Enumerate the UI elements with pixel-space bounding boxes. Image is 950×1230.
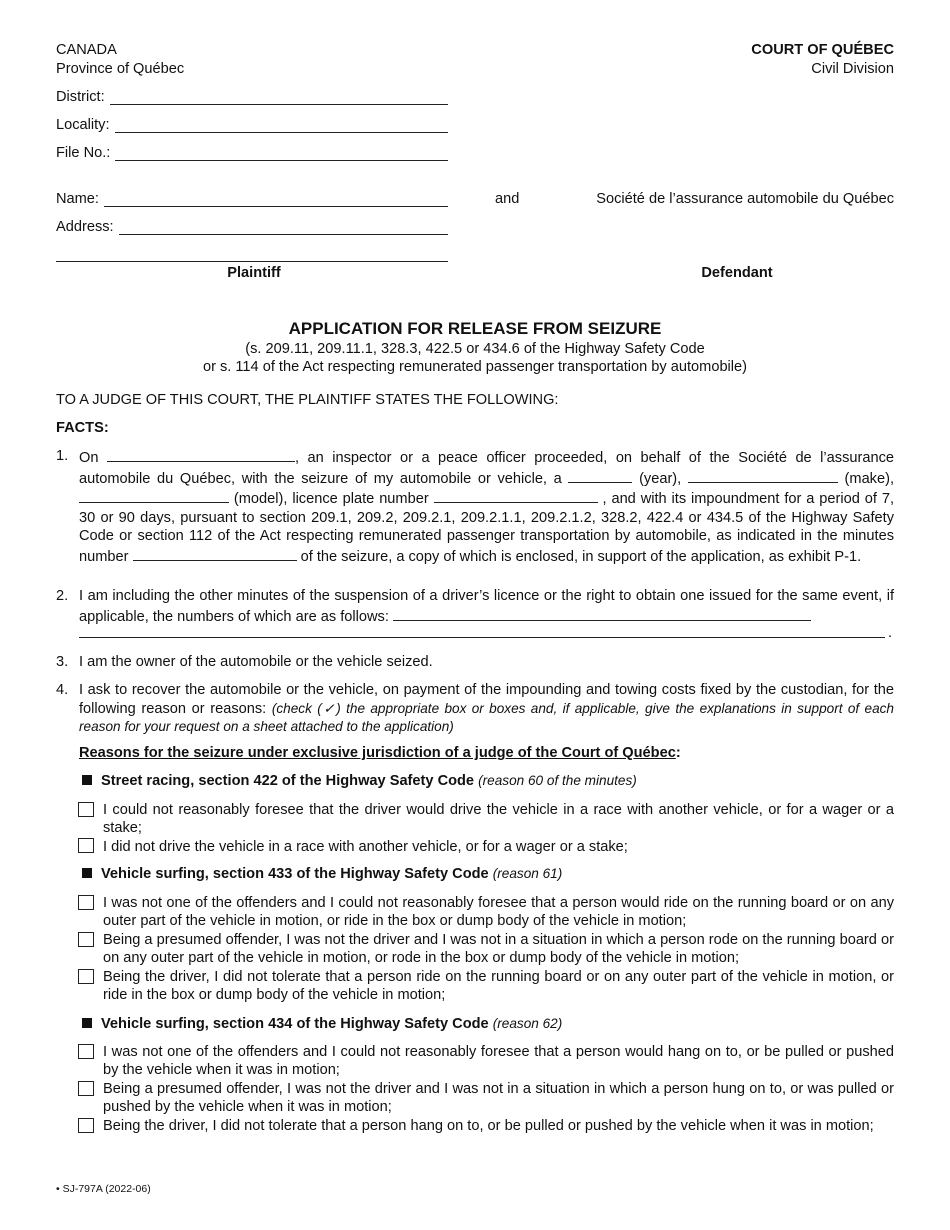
name-line[interactable] (104, 192, 448, 207)
option-text: I did not drive the vehicle in a race with another vehicle, or for a wager or a stake; (103, 839, 628, 855)
fact-item-1: 1. On , an inspector or a peace officer proceeded, on behalf of the Société de l’assurance automobile du Québec, with the seizure of my automobile or vehicle, a (year), (make), (model), licence plate number , and with its impoundment for a period of 7, 30 or 90 days, pursuant to section 209.1, 209.2, 209.2.1, 209.2.1.1, 209.2.1.2, 328.2, 422.4 or 434.5 of the Highway Safety Code or section 112 of the Act respecting remunerated passenger transportation by automobile, as indicated in the minutes number of the seizure, a copy of which is enclosed, in support of the application, as exhibit P-1. (56, 448, 895, 565)
make-blank[interactable] (688, 468, 838, 483)
facts-heading: FACTS: (56, 420, 109, 436)
file-number-line[interactable] (115, 146, 448, 161)
option-text: Being a presumed offender, I was not the driver and I was not in a situation in which a person hung on to, or was pulled or pushed by the vehicle when it was in motion; (103, 1081, 894, 1116)
option-text: Being the driver, I did not tolerate that a person hang on to, or be pulled or pushed by the vehicle when it was in motion; (103, 1118, 874, 1134)
fact-item-2: 2. I am including the other minutes of the suspension of a driver’s licence or the right to obtain one issued for the same event, if applicable, the numbers of which are as follows: (56, 588, 894, 625)
bullet-square-icon (82, 868, 92, 878)
fact-item-3: 3. I am the owner of the automobile or the vehicle seized. (56, 654, 433, 670)
model-blank[interactable] (79, 488, 229, 503)
checkbox-reason-60-a[interactable] (78, 802, 94, 817)
form-page: CANADA Province of Québec COURT OF QUÉBEC Civil Division District: Locality: File No.: Name: Address: and Société de l’assurance automobile du Québec Plaintiff Defendant APPLICATION FOR RELEASE FROM SEIZURE (s. 209.11, 209.11.1, 328.3, 422.5 or 434.6 of the Highway Safety Code or s. 114 of the Act respecting remunerated passenger transportation by automobile) TO A JUDGE OF THIS COURT, THE PLAINTIFF STATES THE FOLLOWING: FACTS: 1. On , an inspector or a peace officer proceeded, on behalf of the Société de l’assurance automobile du Québec, with the seizure of my automobile or vehicle, a (year), (make), (model), licence plate number , and with its impoundment for a period of 7, 30 or 90 days, pursuant to section 209.1, 209.2, 209.2.1, 209.2.1.1, 209.2.1.2, 328.2, 422.4 or 434.5 of the Highway Safety Code or section 112 of the Act respecting remunerated passenger transportation by automobile, as indicated in the minutes number of the seizure, a copy of which is enclosed, in support of the application, as exhibit P-1. 2. I am including the other minutes of the suspension of a driver’s licence or the right to obtain one issued for the same event, if applicable, the numbers of which are as follows: . 3. I am the owner of the automobile or the vehicle seized. 4. I ask to recover the automobile or the vehicle, on payment of the impounding and towing costs fixed by the custodian, for the following reason or reasons: (check (✓) the appropriate box or boxes and, if applicable, give the explanations in support of each reason for your request on a sheet attached to the application) Reasons for the seizure under exclusive jurisdiction of a judge of the Court of Québec: Street racing, section 422 of the Highway Safety Code (reason 60 of the minutes) I could not reasonably foresee that the driver would drive the vehicle in a race with another vehicle, or for a wager or a stake; I did not drive the vehicle in a race with another vehicle, or for a wager or a stake; Vehicle surfing, section 433 of the Highway Safety Code (reason 61) I was not one of the offenders and I could not reasonably foresee that a person would ride on the running board or on any outer part of the vehicle in motion, or ride in the box or dump body of the vehicle in motion; Being a presumed offender, I was not the driver and I was not in a situation in which a person rode on the running board or on any outer part of the vehicle in motion, or rode in the box or dump body of the vehicle in motion; Being the driver, I did not tolerate that a person ride on the running board or on any outer part of the vehicle in motion, or ride in the box or dump body of the vehicle in motion; Vehicle surfing, section 434 of the Highway Safety Code (reason 62) I was not one of the offenders and I could not reasonably foresee that a person would hang on to, or be pulled or pushed by the vehicle when it was in motion; Being a presumed offender, I was not the driver and I was not in a situation in which a person hung on to, or was pulled or pushed by the vehicle when it was in motion; Being the driver, I did not tolerate that a person hang on to, or be pulled or pushed by the vehicle when it was in motion; • SJ-797A (2022-06) (0, 0, 950, 1230)
section-street-racing: Street racing, section 422 of the Highway Safety Code (reason 60 of the minutes) (82, 773, 637, 789)
option-text: I was not one of the offenders and I could not reasonably foresee that a person would ride on the running board or on any outer part of the vehicle in motion, or ride in the box or dump body of the vehicle in motion; (103, 895, 894, 930)
form-code: • SJ-797A (2022-06) (56, 1183, 151, 1195)
bullet-square-icon (82, 775, 92, 785)
locality-label: Locality: (56, 117, 110, 133)
court-name: COURT OF QUÉBEC (751, 42, 894, 58)
option-text: Being a presumed offender, I was not the driver and I was not in a situation in which a person rode on the running board or on any outer part of the vehicle in motion, or rode in the box or dump body of the vehicle in motion; (103, 932, 894, 967)
country: CANADA (56, 42, 117, 58)
locality-line[interactable] (115, 118, 448, 133)
locality-field[interactable] (56, 117, 448, 133)
defendant-label: Defendant (701, 265, 773, 281)
checkbox-reason-60-b[interactable] (78, 838, 94, 853)
checkbox-reason-62-a[interactable] (78, 1044, 94, 1059)
file-number-label: File No.: (56, 145, 111, 161)
plaintiff-label: Plaintiff (227, 265, 281, 281)
address-label: Address: (56, 219, 114, 235)
other-minutes-blank[interactable] (393, 606, 811, 621)
option-text: I was not one of the offenders and I could not reasonably foresee that a person would hang on to, or be pulled or pushed by the vehicle when it was in motion; (103, 1044, 894, 1079)
item-number: 1. (56, 448, 69, 464)
checkbox-reason-61-c[interactable] (78, 969, 94, 984)
name-label: Name: (56, 191, 99, 207)
other-minutes-blank-2[interactable] (79, 637, 885, 638)
address-line[interactable] (119, 220, 448, 235)
fact-item-4: 4. I ask to recover the automobile or the vehicle, on payment of the impounding and towing costs fixed by the custodian, for the following reason or reasons: (check (✓) the appropriate box or boxes and, if applicable, give the explanations in support of each reason for your request on a sheet attached to the application) (56, 682, 894, 735)
checkbox-reason-61-b[interactable] (78, 932, 94, 947)
minutes-number-blank[interactable] (133, 546, 297, 561)
district-field[interactable] (56, 89, 448, 105)
checkbox-reason-62-b[interactable] (78, 1081, 94, 1096)
reasons-heading: Reasons for the seizure under exclusive jurisdiction of a judge of the Court of Québec: (79, 745, 681, 761)
option-text: Being the driver, I did not tolerate that a person ride on the running board or on any outer part of the vehicle in motion, or ride in the box or dump body of the vehicle in motion; (103, 969, 894, 1004)
date-blank[interactable] (107, 447, 295, 462)
defendant-name: Société de l’assurance automobile du Québec (596, 191, 894, 207)
province: Province of Québec (56, 61, 185, 77)
district-label: District: (56, 89, 105, 105)
file-number-field[interactable] (56, 145, 448, 161)
option-text: I could not reasonably foresee that the driver would drive the vehicle in a race with another vehicle, or for a wager or a stake; (103, 802, 894, 837)
and-text: and (495, 191, 520, 207)
document-subtitle-2: or s. 114 of the Act respecting remunerated passenger transportation by automobile) (202, 359, 748, 375)
section-vehicle-surfing-433: Vehicle surfing, section 433 of the Highway Safety Code (reason 61) (82, 866, 562, 882)
document-subtitle-1: (s. 209.11, 209.11.1, 328.3, 422.5 or 434.6 of the Highway Safety Code (245, 341, 705, 357)
year-blank[interactable] (568, 468, 632, 483)
bullet-square-icon (82, 1018, 92, 1028)
court-division: Civil Division (811, 61, 894, 77)
name-field[interactable] (56, 191, 448, 207)
address-line-2[interactable] (56, 261, 448, 262)
section-vehicle-surfing-434: Vehicle surfing, section 434 of the Highway Safety Code (reason 62) (82, 1016, 562, 1032)
intro-statement: TO A JUDGE OF THIS COURT, THE PLAINTIFF STATES THE FOLLOWING: (56, 392, 559, 408)
address-field[interactable] (56, 219, 448, 235)
checkbox-reason-61-a[interactable] (78, 895, 94, 910)
checkbox-reason-62-c[interactable] (78, 1118, 94, 1133)
district-line[interactable] (110, 90, 448, 105)
instruction-note: (check (✓) the appropriate box or boxes and, if applicable, give the explanations in support of each reason for your request on a sheet attached to the application) (79, 700, 894, 735)
document-title: APPLICATION FOR RELEASE FROM SEIZURE (288, 319, 662, 338)
licence-plate-blank[interactable] (434, 488, 598, 503)
